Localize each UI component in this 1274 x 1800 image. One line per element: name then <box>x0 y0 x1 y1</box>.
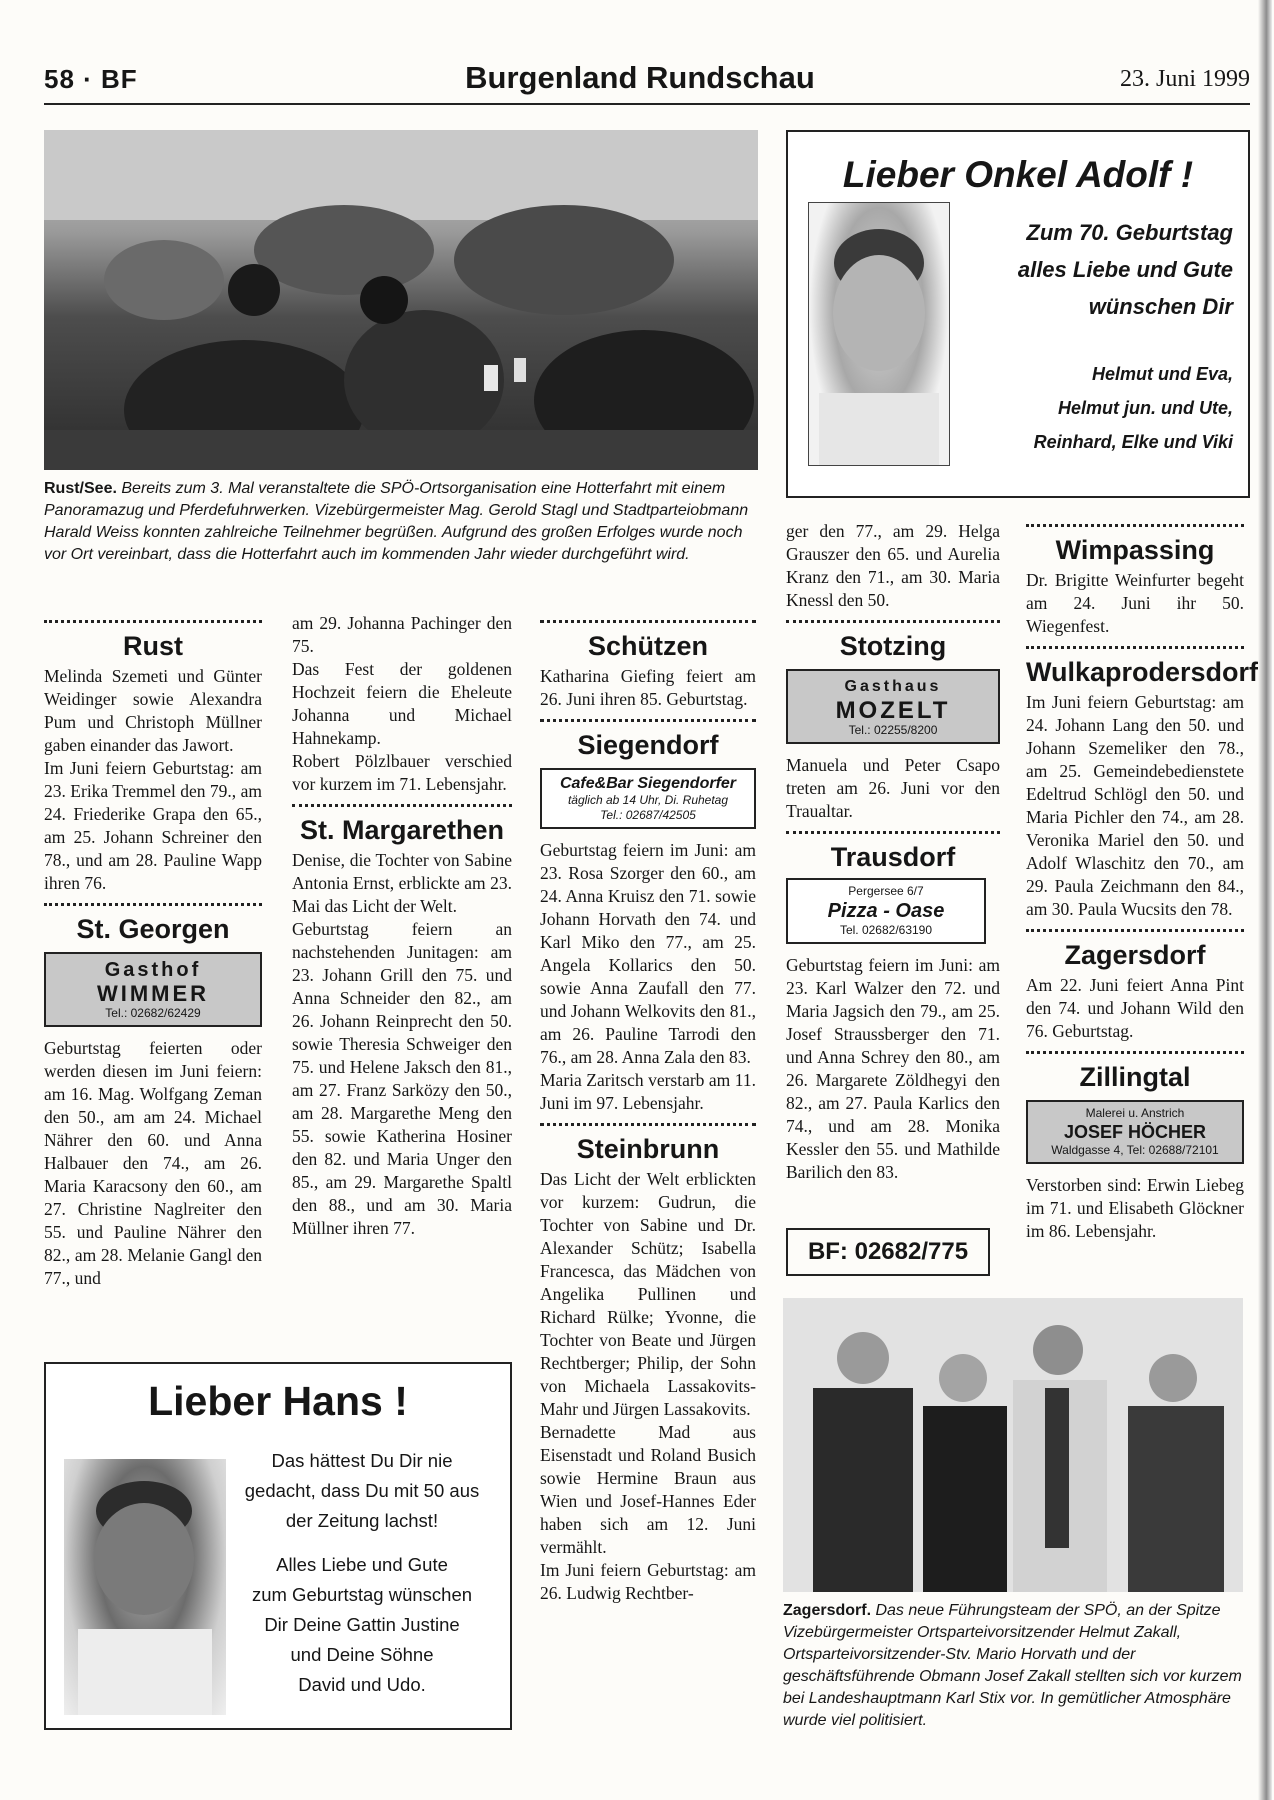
column-5 <box>1026 516 1259 1243</box>
section-heading-schuetzen: Schützen <box>587 631 708 661</box>
paragraph: ger den 77., am 29. Helga Grauszer den 65. und Aurelia Kranz den 71., am 30. Maria Knessl den 50. <box>786 521 1000 610</box>
ad-line: Gasthaus <box>844 678 942 695</box>
hans-ad-message <box>228 1446 496 1536</box>
photo2-caption <box>783 1600 1243 1732</box>
separator <box>44 620 262 623</box>
paragraph: Geburtstag feiern im Juni: am 23. Rosa Szorger den 60., am 24. Anna Kruisz den 71. sowie Johann Horvath den 74. und Karl Miko den 77., am 25. Angela Kollarics den 50. sowie Anna Zaufall den 77. und Johann Welkovits den 81., am 26. Pauline Tarrodi den 76., am 28. Anna Zala den 83. <box>540 840 756 1067</box>
hans-wish-line: Dir Deine Gattin Justine <box>264 1614 460 1635</box>
paragraph: Das Fest der goldenen Hochzeit feiern die Eheleute Johanna und Michael Hahnekamp. <box>292 659 512 748</box>
section-heading-zillingtal: Zillingtal <box>1079 1062 1191 1092</box>
paragraph: Melinda Szemeti und Günter Weidinger sowie Alexandra Pum und Christoph Müllner gaben einander das Jawort. <box>44 666 262 755</box>
ad-cafe-siegendorfer <box>540 768 756 829</box>
hans-wish-line: David und Udo. <box>298 1674 426 1695</box>
separator <box>1026 524 1244 527</box>
adolf-msg-line: wünschen Dir <box>1088 294 1233 319</box>
section-heading-zagersdorf: Zagersdorf <box>1064 940 1206 970</box>
separator <box>1026 646 1244 649</box>
header-rule <box>44 103 1250 105</box>
paragraph: Katharina Giefing feiert am 26. Juni ihren 85. Geburtstag. <box>540 666 756 709</box>
birthday-ad-adolf <box>786 130 1250 498</box>
paragraph: Maria Zaritsch verstarb am 11. Juni im 97. Lebensjahr. <box>540 1070 756 1113</box>
caption-text: Bereits zum 3. Mal veranstaltete die SPÖ-Ortsorganisation eine Hotterfahrt mit einem Panoramazug und Pferdefuhrwerken. Vizebürgermeister Mag. Gerold Stagl und Stadtparteiobmann Harald Weiss konnten zahlreiche Teilnehmer begrüßen. Aufgrund des großen Erfolges wurde noch vor Ort vereinbart, dass die Hotterfahrt auch im kommenden Jahr wieder durchgeführt wird. <box>44 480 749 563</box>
hans-ad-title: Lieber Hans ! <box>148 1378 408 1424</box>
paragraph: Dr. Brigitte Weinfurter begeht am 24. Juni ihr 50. Wiegenfest. <box>1026 570 1244 636</box>
adolf-sender-line: Helmut und Eva, <box>1091 364 1233 384</box>
ad-line: JOSEF HÖCHER <box>1063 1122 1207 1142</box>
section-heading-wimpassing: Wimpassing <box>1055 535 1215 565</box>
ad-line: Tel.: 02687/42505 <box>600 808 696 822</box>
paragraph: Geburtstag feiern an nachstehenden Junitagen: am 23. Johann Grill den 75. und Anna Schneider den 82., am 26. Johann Reinprecht den 50. sowie Theresia Schweiger den 75. und Helene Jaksch den 81., am 27. Franz Sarközy den 50., am 28. Margarethe Meng den 55. sowie Katherina Hosiner den 82. und Maria Unger den 85., am 29. Margarethe Spaltl den 88., und am 30. Maria Müllner ihren 77. <box>292 919 512 1238</box>
caption-place: Zagersdorf. <box>783 1602 872 1619</box>
ad-line: Tel.: 02682/62429 <box>105 1006 201 1020</box>
newspaper-title: Burgenland Rundschau <box>465 60 815 95</box>
section-heading-rust: Rust <box>123 631 183 661</box>
zagersdorf-team-photo <box>783 1298 1243 1592</box>
adolf-msg-line: alles Liebe und Gute <box>1017 257 1233 282</box>
caption-place: Rust/See. <box>44 480 117 497</box>
ad-line: Malerei u. Anstrich <box>1085 1106 1185 1120</box>
ad-line: Waldgasse 4, Tel: 02688/72101 <box>1051 1143 1219 1157</box>
section-heading-st-margarethen: St. Margarethen <box>299 815 505 845</box>
section-heading-siegendorf: Siegendorf <box>577 730 719 760</box>
separator <box>1026 1051 1244 1054</box>
hans-wish-line: und Deine Söhne <box>290 1644 434 1665</box>
hans-msg-line: gedacht, dass Du mit 50 aus <box>244 1480 480 1501</box>
hans-msg-line: Das hättest Du Dir nie <box>271 1450 453 1471</box>
photo1-caption <box>44 478 758 566</box>
paragraph: Das Licht der Welt erblickten vor kurzem: Gudrun, die Tochter von Sabine und Dr. Alexander Schütz; Isabella Francesca, das Mädchen von Angelika Pullinen und Richard Rülke; Yvonne, die Tochter von Beate und Jürgen Rechtberger; Philip, der Sohn von Michaela Lassakovits-Mahr und Jürgen Lassakovits. <box>540 1169 756 1419</box>
paragraph: Am 22. Juni feiert Anna Pint den 74. und Johann Wild den 76. Geburtstag. <box>1026 975 1244 1041</box>
paragraph: Robert Pölzlbauer verschied vor kurzem im 71. Lebensjahr. <box>292 751 512 794</box>
column-2 <box>292 612 512 1240</box>
hans-wish-line: Alles Liebe und Gute <box>276 1554 448 1575</box>
ad-line: WIMMER <box>96 981 210 1006</box>
portrait-illustration <box>64 1459 226 1715</box>
separator <box>292 804 512 807</box>
page-edge-shadow <box>1258 0 1272 1800</box>
separator <box>540 620 756 623</box>
hans-msg-line: der Zeitung lachst! <box>285 1510 439 1531</box>
section-heading-wulkaprodersdorf: Wulkaprodersdorf <box>1026 657 1259 687</box>
adolf-portrait <box>808 202 950 466</box>
ad-line: MOZELT <box>835 697 951 724</box>
adolf-sender-line: Helmut jun. und Ute, <box>1058 398 1233 418</box>
group-illustration <box>783 1298 1243 1592</box>
separator <box>44 903 262 906</box>
section-heading-stotzing: Stotzing <box>839 631 947 661</box>
adolf-ad-title: Lieber Onkel Adolf ! <box>842 154 1194 195</box>
adolf-msg-line: Zum 70. Geburtstag <box>1026 220 1233 245</box>
ad-line: Tel. 02682/63190 <box>839 923 933 937</box>
ad-line: täglich ab 14 Uhr, Di. Ruhetag <box>567 793 729 807</box>
column-4 <box>786 520 1000 1184</box>
bf-phone-box: BF: 02682/775 <box>786 1228 990 1276</box>
column-1 <box>44 612 262 1290</box>
ad-josef-hoecher <box>1026 1100 1244 1164</box>
paragraph: Verstorben sind: Erwin Liebeg im 71. und Elisabeth Glöckner im 86. Lebensjahr. <box>1026 1175 1244 1241</box>
paragraph: Im Juni feiern Geburtstag: am 24. Johann Lang den 50. und Johann Szemeliker den 78., am 25. Gemeindebedienstete Edeltrud Schlögl den 50. und Maria Pichler den 74., am 28. Veronika Mariel den 50. und Adolf Wlaschitz den 70., am 29. Paula Zeichmann den 84., am 30. Paula Wucsits den 78. <box>1026 692 1244 919</box>
column-3 <box>540 612 756 1605</box>
hotterfahrt-photo <box>44 130 758 470</box>
issue-date: 23. Juni 1999 <box>1119 66 1250 92</box>
hans-portrait <box>64 1459 226 1715</box>
ad-gasthaus-mozelt <box>786 669 1000 744</box>
separator <box>540 719 756 722</box>
ad-pizza-oase <box>786 878 986 944</box>
paragraph: Im Juni feiern Geburtstag: am 23. Erika Tremmel den 79., am 24. Friederike Grapa den 65., am 25. Johann Schreiner den 78., und am 28. Pauline Wapp ihren 76. <box>44 758 262 893</box>
adolf-ad-senders <box>958 357 1233 459</box>
ad-line: Pergersee 6/7 <box>848 884 924 898</box>
paragraph: Im Juni feiern Geburtstag: am 26. Ludwig Rechtber- <box>540 1560 756 1603</box>
paragraph: Bernadette Mad aus Eisenstadt und Roland Busich sowie Hermine Braun aus Wien und Josef-Hannes Eder haben sich am 12. Juni vermählt. <box>540 1422 756 1557</box>
adolf-sender-line: Reinhard, Elke und Viki <box>1033 432 1233 452</box>
section-heading-trausdorf: Trausdorf <box>830 842 956 872</box>
ad-line: Pizza - Oase <box>827 900 945 922</box>
page-number: 58 · BF <box>44 64 138 94</box>
caption-text: Das neue Führungsteam der SPÖ, an der Spitze Vizebürgermeister Ortsparteivorsitzender Helmut Zakall, Ortsparteivorsitzender-Stv. Mario Horvath und der geschäftsführende Obmann Josef Zakall stellten sich vor kurzem bei Landeshauptmann Karl Stix vor. In gemütlicher Atmosphäre wurde viel politisiert. <box>783 1602 1242 1729</box>
ad-gasthof-wimmer <box>44 952 262 1027</box>
separator <box>786 831 1000 834</box>
paragraph: Geburtstag feiern im Juni: am 23. Karl Walzer den 72. und Maria Jagsich den 79., am 25. Josef Straussberger den 71. und Anna Schrey den 80., am 26. Margarete Zöldhegyi den 82., am 27. Paula Karlics den 74., und am 28. Monika Kessler den 55. und Mathilde Barilich den 83. <box>786 955 1000 1182</box>
separator <box>1026 929 1244 932</box>
paragraph: am 29. Johanna Pachinger den 75. <box>292 613 512 656</box>
paragraph: Manuela und Peter Csapo treten am 26. Juni vor den Traualtar. <box>786 755 1000 821</box>
paragraph: Denise, die Tochter von Sabine Antonia Ernst, erblickte am 23. Mai das Licht der Welt. <box>292 850 512 916</box>
birthday-ad-hans <box>44 1362 512 1730</box>
adolf-ad-message <box>958 214 1233 325</box>
section-heading-steinbrunn: Steinbrunn <box>576 1134 720 1164</box>
ad-line: Gasthof <box>104 959 202 981</box>
hans-ad-wishes <box>228 1550 496 1700</box>
separator <box>540 1123 756 1126</box>
portrait-illustration <box>809 203 949 465</box>
section-heading-st-georgen: St. Georgen <box>76 914 230 944</box>
crowd-illustration <box>44 130 758 470</box>
ad-line: Cafe&Bar Siegendorfer <box>559 775 737 792</box>
paragraph: Geburtstag feierten oder werden diesen im Juni feiern: am 16. Mag. Wolfgang Zeman den 50., am am 24. Michael Nährer den 60. und Anna Halbauer den 74., am 26. Maria Karacsony den 60., am 27. Christine Naglreiter den 55. und Pauline Nährer den 82., am 28. Melanie Gangl den 77., und <box>44 1038 262 1288</box>
separator <box>786 620 1000 623</box>
hans-wish-line: zum Geburtstag wünschen <box>251 1584 473 1605</box>
ad-line: Tel.: 02255/8200 <box>848 723 938 737</box>
